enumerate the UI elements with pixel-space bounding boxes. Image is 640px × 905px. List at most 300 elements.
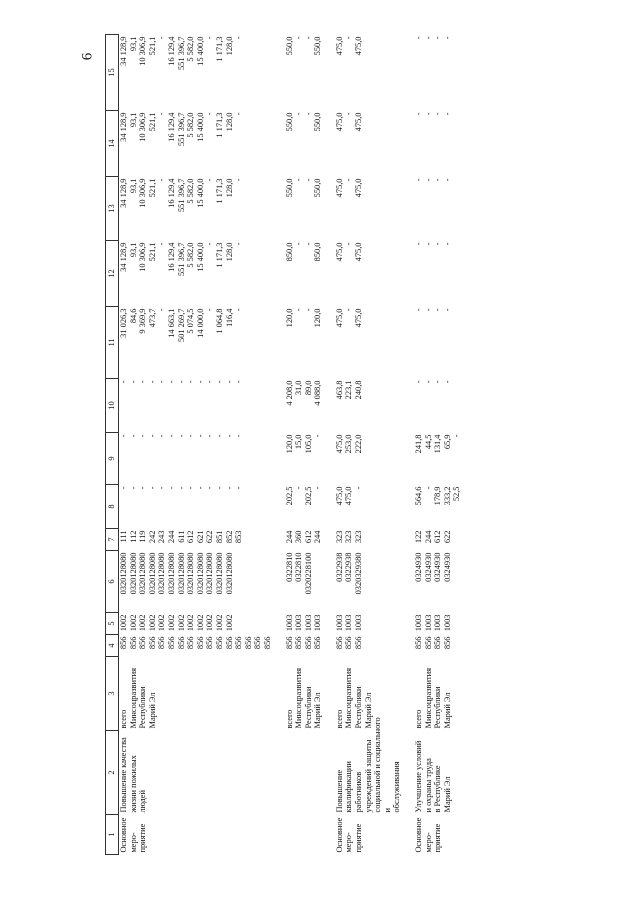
cell-c10 — [335, 379, 402, 433]
cell-line: - — [195, 486, 205, 490]
cell-line: 360 — [294, 530, 304, 544]
cell-c10 — [119, 379, 273, 433]
cell-line: - — [157, 112, 167, 116]
cell-line: 119 — [138, 530, 148, 543]
cell-c8 — [285, 485, 323, 529]
cell-line: 1002 — [166, 614, 176, 632]
cell-line: - — [157, 308, 167, 312]
cell-c13 — [119, 177, 273, 241]
cell-line: 856 — [157, 636, 167, 650]
cell-line: 850,0 — [284, 242, 294, 262]
cell-line: 1002 — [138, 614, 148, 632]
column-header: 12 — [106, 241, 119, 307]
cell-line: - — [414, 36, 424, 40]
cell-line: - — [157, 36, 167, 40]
cell-line: - — [176, 380, 186, 384]
cell-line: 856 — [176, 636, 186, 650]
cell-line: - — [433, 112, 443, 116]
cell-line: 1003 — [313, 614, 323, 632]
cell-c4 — [119, 635, 273, 657]
cell-line: - — [452, 434, 462, 438]
cell-c1 — [119, 815, 273, 855]
cell-line: 244 — [166, 530, 176, 544]
cell-line: 4 088,0 — [313, 380, 323, 406]
cell-line: 0320128080 — [224, 552, 234, 595]
cell-line: 323 — [334, 530, 344, 544]
cell-line: - — [186, 434, 196, 438]
cell-line: 0322810 — [284, 552, 294, 582]
cell-line: 550,0 — [284, 36, 294, 56]
cell-line: 0320128080 — [176, 552, 186, 595]
cell-line: 0320128080 — [205, 552, 215, 595]
cell-line: 551 396,7 — [176, 242, 186, 276]
cell-line: 856 — [166, 636, 176, 650]
cell-line: 1002 — [186, 614, 196, 632]
cell-line: 128,0 — [224, 178, 234, 198]
cell-line: Улучшение условий — [414, 740, 424, 813]
cell-line: - — [186, 486, 196, 490]
cell-line: - — [147, 434, 157, 438]
cell-line: приятие — [354, 823, 364, 853]
cell-c12 — [285, 241, 323, 307]
cell-line: 0324930 — [442, 552, 452, 582]
cell-line: 16 129,4 — [166, 36, 176, 66]
cell-line: - — [119, 486, 128, 490]
cell-line: - — [294, 112, 304, 116]
cell-c9 — [335, 433, 402, 485]
cell-line: - — [119, 434, 128, 438]
cell-line: 1002 — [195, 614, 205, 632]
cell-line: 1002 — [119, 614, 128, 632]
cell-line: 475,0 — [354, 242, 364, 262]
cell-line: 1002 — [214, 614, 224, 632]
cell-c14 — [414, 111, 462, 177]
cell-c2 — [119, 731, 273, 815]
cell-line: Марий Эл — [313, 692, 323, 729]
cell-line: 10 306,9 — [138, 112, 148, 142]
cell-line: 550,0 — [313, 178, 323, 198]
cell-line: 244 — [284, 530, 294, 544]
cell-line: меро- — [128, 832, 138, 853]
cell-line: - — [234, 178, 244, 182]
cell-line: - — [414, 242, 424, 246]
cell-line: 15 400,0 — [195, 178, 205, 208]
cell-line: 34 128,9 — [119, 178, 128, 208]
cell-line: 34 128,9 — [119, 112, 128, 142]
column-header: 13 — [106, 177, 119, 241]
cell-line: 52,5 — [452, 486, 462, 502]
cell-line: - — [294, 178, 304, 182]
cell-c12 — [414, 241, 462, 307]
cell-line: - — [166, 434, 176, 438]
cell-line: 0320329380 — [354, 552, 364, 595]
cell-line: 0320128080 — [119, 552, 128, 595]
cell-line: Минсоцразвития — [128, 668, 138, 729]
cell-line: - — [234, 380, 244, 384]
column-number-row — [106, 35, 119, 855]
cell-c11 — [285, 307, 323, 379]
cell-line: - — [205, 178, 215, 182]
cell-line: 1003 — [442, 614, 452, 632]
cell-line: - — [205, 36, 215, 40]
cell-line: - — [414, 112, 424, 116]
cell-line: 475,0 — [344, 486, 354, 506]
cell-line: - — [195, 434, 205, 438]
cell-c4 — [285, 635, 323, 657]
column-header: 2 — [106, 731, 119, 815]
cell-line: 243 — [157, 530, 167, 544]
table-row — [285, 35, 323, 855]
cell-line: 93,1 — [128, 178, 138, 194]
column-header: 6 — [106, 551, 119, 613]
cell-line: - — [205, 308, 215, 312]
cell-c8 — [414, 485, 462, 529]
cell-line: - — [414, 380, 424, 384]
cell-line: 521,1 — [147, 242, 157, 262]
cell-line: квалификации — [344, 761, 354, 813]
cell-line: 0320228100 — [303, 552, 313, 595]
cell-line: - — [176, 486, 186, 490]
cell-line: - — [433, 178, 443, 182]
column-header: 1 — [106, 815, 119, 855]
cell-line: Марий Эл — [363, 692, 373, 729]
cell-line: 622 — [205, 530, 215, 544]
cell-line: - — [303, 112, 313, 116]
cell-line: - — [344, 178, 354, 182]
cell-line: 856 — [442, 636, 452, 650]
cell-line: - — [433, 380, 443, 384]
cell-line: 244 — [313, 530, 323, 544]
cell-c9 — [119, 433, 273, 485]
cell-line: 551 396,7 — [176, 178, 186, 212]
cell-line: - — [224, 434, 234, 438]
cell-c5 — [119, 613, 273, 635]
cell-line: 333,2 — [442, 486, 452, 506]
cell-line: 856 — [253, 636, 263, 650]
cell-line: - — [205, 242, 215, 246]
cell-line: 1002 — [224, 614, 234, 632]
cell-c7 — [414, 529, 462, 551]
cell-c11 — [414, 307, 462, 379]
cell-line: людей — [138, 790, 148, 813]
cell-line: 9 369,9 — [138, 308, 148, 334]
cell-c6 — [414, 551, 462, 613]
cell-line: - — [344, 36, 354, 40]
cell-line: Повышение — [334, 769, 344, 813]
cell-line: 65,9 — [442, 434, 452, 450]
cell-line: 116,4 — [224, 308, 234, 328]
cell-line: 856 — [128, 636, 138, 650]
cell-line: - — [423, 36, 433, 40]
cell-line: Основное — [119, 817, 128, 853]
cell-line: - — [423, 380, 433, 384]
cell-line: 323 — [354, 530, 364, 544]
cell-line: - — [138, 380, 148, 384]
cell-line: 5 582,0 — [186, 36, 196, 62]
column-header: 5 — [106, 613, 119, 635]
cell-line: обслуживания — [392, 761, 402, 813]
cell-line: 1003 — [284, 614, 294, 632]
table-body — [119, 35, 463, 855]
cell-line: 44,5 — [423, 434, 433, 450]
column-header: 14 — [106, 111, 119, 177]
cell-c1 — [285, 815, 323, 855]
cell-line: 852 — [224, 530, 234, 544]
cell-line: 120,0 — [313, 308, 323, 328]
cell-line: 856 — [186, 636, 196, 650]
cell-line: 122 — [414, 530, 424, 544]
cell-c3 — [335, 657, 402, 731]
cell-c8 — [335, 485, 402, 529]
cell-line: учреждений защиты — [363, 739, 373, 813]
cell-line: - — [205, 380, 215, 384]
cell-line: 241,8 — [414, 434, 424, 454]
cell-line: 240,8 — [354, 380, 364, 400]
cell-line: Основное — [334, 817, 344, 853]
cell-line: - — [234, 242, 244, 246]
cell-line: 1002 — [157, 614, 167, 632]
cell-c14 — [119, 111, 273, 177]
cell-c5 — [335, 613, 402, 635]
cell-line: Марий Эл — [147, 692, 157, 729]
cell-line: - — [157, 242, 167, 246]
cell-line: 612 — [186, 530, 196, 544]
cell-line: 84,6 — [128, 308, 138, 324]
cell-c3 — [119, 657, 273, 731]
cell-line: 0320128080 — [138, 552, 148, 595]
column-header: 3 — [106, 657, 119, 731]
cell-line: - — [423, 308, 433, 312]
cell-line: Республики — [138, 686, 148, 729]
cell-line: 851 — [214, 530, 224, 544]
cell-c2 — [414, 731, 462, 815]
cell-line: 564,6 — [414, 486, 424, 506]
cell-c13 — [335, 177, 402, 241]
cell-line: - — [423, 486, 433, 490]
cell-line: 551 396,7 — [176, 36, 186, 70]
cell-line: - — [214, 486, 224, 490]
gap-cell — [323, 35, 335, 855]
cell-c15 — [285, 35, 323, 111]
cell-line: - — [214, 434, 224, 438]
cell-c6 — [285, 551, 323, 613]
column-header: 8 — [106, 485, 119, 529]
cell-line: - — [147, 380, 157, 384]
cell-c7 — [335, 529, 402, 551]
cell-line: 856 — [284, 636, 294, 650]
cell-line: 1 171,3 — [214, 178, 224, 204]
cell-line: - — [414, 308, 424, 312]
cell-line: 242 — [147, 530, 157, 544]
cell-line: - — [224, 380, 234, 384]
rotated-page — [105, 35, 635, 855]
cell-c12 — [335, 241, 402, 307]
cell-line: 0324930 — [423, 552, 433, 582]
cell-line: 223,1 — [344, 380, 354, 400]
cell-line: 0324930 — [414, 552, 424, 582]
cell-line: 550,0 — [284, 178, 294, 198]
cell-line: 128,0 — [224, 112, 234, 132]
cell-line: - — [166, 380, 176, 384]
section-gap — [402, 35, 414, 855]
cell-line: 0320128080 — [195, 552, 205, 595]
cell-c13 — [414, 177, 462, 241]
cell-line: 611 — [176, 530, 186, 543]
cell-line: социальной и социального — [373, 717, 383, 813]
cell-line: меро- — [344, 832, 354, 853]
cell-line: 0324930 — [433, 552, 443, 582]
cell-line: 112 — [128, 530, 138, 543]
cell-line: - — [157, 178, 167, 182]
cell-c12 — [119, 241, 273, 307]
cell-line: - — [433, 308, 443, 312]
cell-line: - — [234, 486, 244, 490]
cell-line: - — [157, 486, 167, 490]
cell-line: 856 — [147, 636, 157, 650]
cell-line: - — [234, 434, 244, 438]
cell-line: 0320128080 — [147, 552, 157, 595]
cell-line: - — [224, 486, 234, 490]
cell-line: 131,4 — [433, 434, 443, 454]
cell-line: - — [442, 242, 452, 246]
cell-line: - — [303, 242, 313, 246]
cell-line: 16 129,4 — [166, 242, 176, 272]
cell-line: - — [234, 36, 244, 40]
column-header: 11 — [106, 307, 119, 379]
cell-line: 120,0 — [284, 308, 294, 328]
column-header: 9 — [106, 433, 119, 485]
cell-line: - — [414, 178, 424, 182]
cell-c4 — [335, 635, 402, 657]
cell-line: - — [423, 242, 433, 246]
column-header: 10 — [106, 379, 119, 433]
cell-line: 856 — [423, 636, 433, 650]
cell-line: 14 663,1 — [166, 308, 176, 338]
cell-line: - — [234, 308, 244, 312]
column-header: 4 — [106, 635, 119, 657]
cell-line: 1002 — [205, 614, 215, 632]
cell-line: 853 — [234, 530, 244, 544]
cell-line: - — [166, 486, 176, 490]
cell-line: 1002 — [176, 614, 186, 632]
cell-line: 34 128,9 — [119, 242, 128, 272]
cell-line: 16 129,4 — [166, 178, 176, 208]
cell-line: 4 208,0 — [284, 380, 294, 406]
cell-line: - — [138, 434, 148, 438]
cell-line: и — [382, 808, 392, 813]
cell-line: 244 — [423, 530, 433, 544]
cell-line: 463,8 — [334, 380, 344, 400]
cell-line: - — [294, 486, 304, 490]
cell-line: 850,0 — [313, 242, 323, 262]
cell-line: 856 — [313, 636, 323, 650]
cell-line: - — [423, 178, 433, 182]
budget-table — [105, 34, 462, 855]
cell-line: 856 — [262, 636, 272, 650]
cell-line: - — [186, 380, 196, 384]
cell-line: - — [205, 112, 215, 116]
cell-line: 1 171,3 — [214, 36, 224, 62]
cell-line: 202,5 — [303, 486, 313, 506]
cell-line: - — [442, 308, 452, 312]
cell-line: 323 — [344, 530, 354, 544]
cell-line: 856 — [205, 636, 215, 650]
cell-c3 — [285, 657, 323, 731]
cell-c1 — [335, 815, 402, 855]
cell-line: Республики — [433, 686, 443, 729]
cell-line: Республики — [303, 686, 313, 729]
cell-line: 856 — [303, 636, 313, 650]
cell-line: - — [303, 36, 313, 40]
cell-line: - — [313, 486, 323, 490]
cell-line: - — [176, 434, 186, 438]
cell-line: - — [344, 242, 354, 246]
cell-line: 178,9 — [433, 486, 443, 506]
cell-line: 93,1 — [128, 242, 138, 258]
cell-line: 15 400,0 — [195, 36, 205, 66]
cell-line: 501 269,7 — [176, 308, 186, 342]
cell-c14 — [335, 111, 402, 177]
section-gap — [323, 35, 335, 855]
cell-line: - — [294, 242, 304, 246]
cell-line: 551 396,7 — [176, 112, 186, 146]
cell-line: Республики — [354, 686, 364, 729]
cell-line: 856 — [344, 636, 354, 650]
cell-line: - — [303, 178, 313, 182]
cell-line: Марий Эл — [442, 692, 452, 729]
cell-line: 856 — [433, 636, 443, 650]
cell-c14 — [285, 111, 323, 177]
cell-line: - — [344, 308, 354, 312]
cell-c15 — [414, 35, 462, 111]
cell-line: - — [344, 112, 354, 116]
cell-line: 622 — [442, 530, 452, 544]
cell-line: 1003 — [433, 614, 443, 632]
cell-line: 473,7 — [147, 308, 157, 328]
cell-line: 521,1 — [147, 178, 157, 198]
cell-line: Минсоцразвития — [294, 668, 304, 729]
cell-line: - — [138, 486, 148, 490]
cell-c11 — [119, 307, 273, 379]
gap-cell — [273, 35, 285, 855]
cell-line: 34 128,9 — [119, 36, 128, 66]
cell-line: - — [147, 486, 157, 490]
cell-line: 856 — [414, 636, 424, 650]
cell-line: всего — [334, 709, 344, 729]
cell-line: 5 582,0 — [186, 112, 196, 138]
cell-line: 475,0 — [334, 36, 344, 56]
cell-line: - — [119, 380, 128, 384]
cell-line: всего — [284, 709, 294, 729]
cell-c6 — [335, 551, 402, 613]
cell-line: 475,0 — [354, 178, 364, 198]
cell-line: - — [128, 486, 138, 490]
cell-line: - — [234, 112, 244, 116]
cell-line: приятие — [433, 823, 443, 853]
cell-line: 475,0 — [334, 308, 344, 328]
cell-line: 1003 — [423, 614, 433, 632]
cell-line: меро- — [423, 832, 433, 853]
cell-line: всего — [119, 709, 128, 729]
cell-line: 612 — [433, 530, 443, 544]
cell-line: 0322938 — [334, 552, 344, 582]
cell-line: 1002 — [128, 614, 138, 632]
cell-line: - — [442, 112, 452, 116]
cell-line: - — [157, 380, 167, 384]
cell-line: 128,0 — [224, 36, 234, 56]
cell-line: 612 — [303, 530, 313, 544]
cell-c4 — [414, 635, 462, 657]
